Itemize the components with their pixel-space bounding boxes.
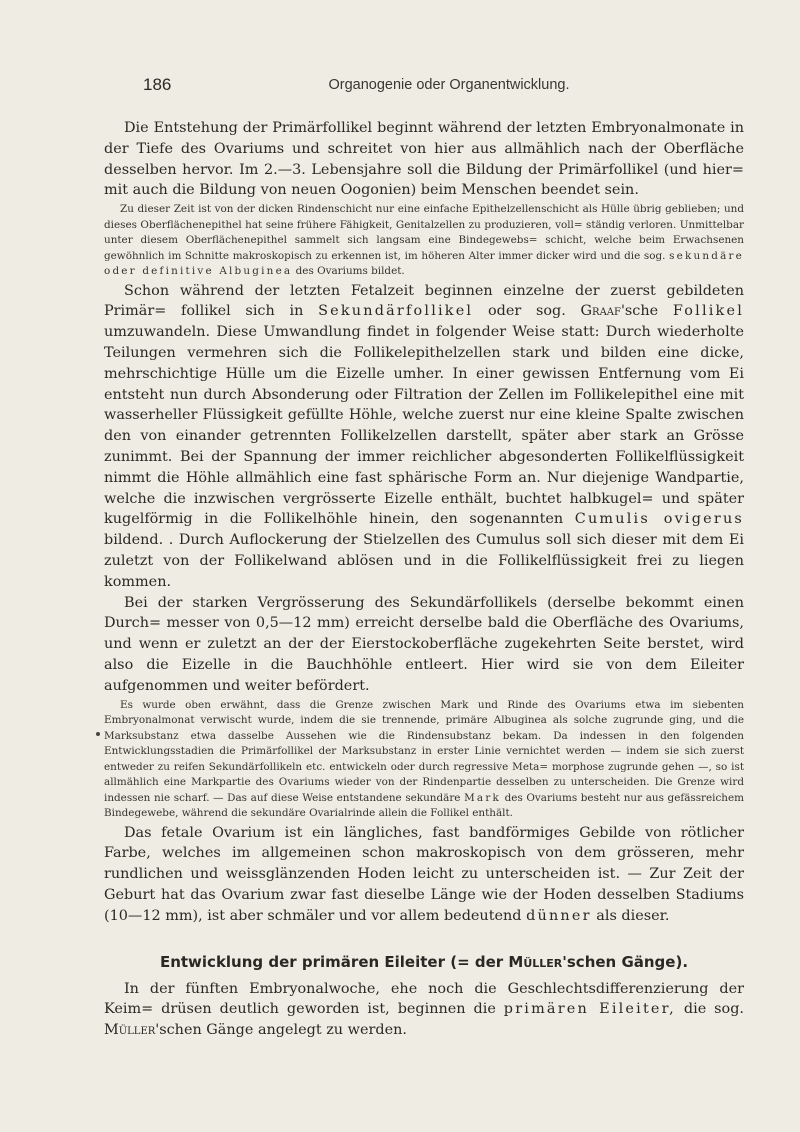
note-albuginea: Zu dieser Zeit ist von der dicken Rindenschicht nur eine einfache Epithelzellenschicht als Hülle übrig geblieben; und dieses Oberflächenepithel hat seine frühere Fähigkeit, Genitalzellen zu produzieren, voll= ständig verloren. Unmittelbar unter diesem Oberflächenepithel sammelt sich langsam eine Bindegewebs= schicht, welche beim Erwachsenen gewöhnlich im Schnitte makroskopisch zu erkennen ist, im höheren Alter immer dicker wird und die sog. sekundäre oder definitive Albuginea des Ovariums bildet. — [104, 203, 744, 278]
paragraph-mueller-ducts: In der fünften Embryonalwoche, ehe noch die Geschlechtsdifferenzierung der Keim= drüsen deutlich geworden ist, beginnen die primären Eileiter, die sog. Müller'schen Gänge angelegt zu werden. — [104, 980, 745, 1039]
paragraph-ovulation: Bei der starken Vergrösserung des Sekundärfollikels (derselbe bekommt einen Durch= messer von 0,5—12 mm) erreicht derselbe bald die Oberfläche des Ovariums, und wenn er zuletzt an der der Eierstockoberfläche zugekehrten Seite berstet, wird also die Eizelle in die Bauchhöhle entleert. Hier wird sie von dem Eileiter aufgenommen und weiter befördert. — [104, 594, 744, 694]
paragraph-primary-follicles: Die Entstehung der Primärfollikel beginnt während der letzten Embryonalmonate in der Tiefe des Ovariums und schreitet von hier aus allmählich nach der Oberfläche desselben hervor. Im 2.—3. Lebensjahre soll die Bildung der Primärfollikel (und hier= mit auch die Bildung von neuen Oogonien) beim Menschen beendet sein. — [104, 120, 744, 199]
paragraph-fetal-ovary: Das fetale Ovarium ist ein längliches, fast bandförmiges Gebilde von rötlicher Farbe, welches im allgemeinen schon makroskopisch von dem grösseren, mehr rundlichen und weissglänzenden Hoden leicht zu unterscheiden ist. — Zur Zeit der Geburt hat das Ovarium zwar fast dieselbe Länge wie der Hoden desselben Stadiums (10—12 mm), ist aber schmäler und vor allem bedeutend dünner als dieser. — [104, 824, 744, 924]
page-header — [143, 75, 736, 99]
running-title: Organogenie oder Organentwicklung. — [328, 77, 570, 93]
page-body — [104, 118, 744, 1041]
page-number: 186 — [143, 75, 172, 94]
paragraph-secondary-follicles: Schon während der letzten Fetalzeit beginnen einzelne der zuerst gebildeten Primär= follikel sich in Sekundärfollikel oder sog. Graaf'sche Follikel umzuwandeln. Diese Umwandlung findet in folgender Weise statt: Durch wiederholte Teilungen vermehren sich die Follikelepithelzellen stark und bilden eine dicke, mehrschichtige Hülle um die Eizelle umher. In einer gewissen Entfernung vom Ei entsteht nun durch Absonderung oder Filtration der Zellen im Follikelepithel eine mit wasserheller Flüssigkeit gefüllte Höhle, welche zuerst nur eine kleine Spalte zwischen den von einander getrennten Follikelzellen darstellt, später aber stark an Grösse zunimmt. Bei der Spannung der immer reichlicher abgesonderten Follikelflüssigkeit nimmt die Höhle allmählich eine fast sphärische Form an. Nur diejenige Wandpartie, welche die inzwischen vergrösserte Eizelle enthält, buchtet halbkugel= und später kugelförmig in die Follikelhöhle hinein, den sogenannten Cumulis ovigerus bildend. . Durch Auflockerung der Stielzellen des Cumulus soll sich dieser mit dem Ei zuletzt von der Follikelwand ablösen und in die Follikelflüssigkeit frei zu liegen kommen. — [104, 282, 744, 590]
note-medulla: Es wurde oben erwähnt, dass die Grenze zwischen Mark und Rinde des Ovariums etwa im siebenten Embryonalmonat verwischt wurde, indem die sie trennende, primäre Albuginea als solche zugrunde ging, und die Marksubstanz etwa dasselbe Aussehen wie die Rindensubstanz bekam. Da indessen in den folgenden Entwicklungsstadien die Primärfollikel der Marksubstanz in erster Linie vernichtet werden — indem sie sich zuerst entweder zu reifen Sekundärfollikeln etc. entwickeln oder durch regressive Meta= morphose zugrunde gehen —, so ist allmählich eine Markpartie des Ovariums wieder von der Rindenpartie desselben zu unterscheiden. Die Grenze wird indessen nie scharf. — Das auf diese Weise entstandene sekundäre Mark des Ovariums besteht nur aus gefässreichem Bindegewebe, während die sekundäre Ovarialrinde allein die Follikel enthält. — [104, 698, 745, 820]
section-heading-oviducts: Entwicklung der primären Eileiter (= der Müller'schen Gänge). — [159, 952, 689, 971]
margin-mark — [96, 732, 100, 736]
